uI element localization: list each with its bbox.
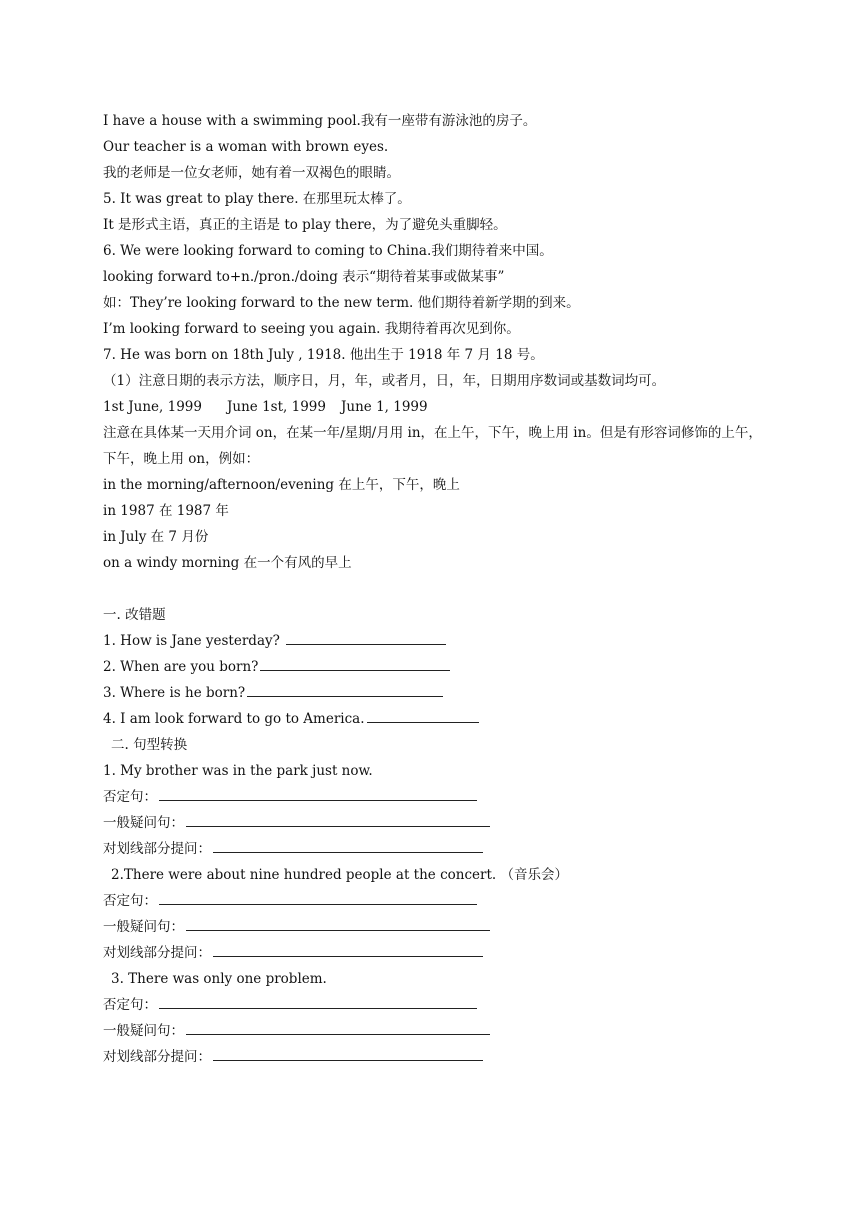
negative-label: 否定句： [103, 893, 157, 909]
exercise-sentence: 3. There was only one problem. [111, 971, 327, 987]
exercise-item [103, 706, 763, 732]
exercise-sentence: 2.There were about nine hundred people at the concert. （音乐会） [111, 867, 568, 883]
document-content [103, 108, 763, 1070]
negative-row [103, 888, 763, 914]
exercise-text: 1. How is Jane yesterday? [103, 633, 285, 649]
exercise-text: 2. When are you born? [103, 659, 259, 675]
answer-blank[interactable] [367, 706, 479, 723]
question-row [103, 1018, 763, 1044]
negative-row [103, 784, 763, 810]
question-label: 一般疑问句： [103, 1023, 184, 1039]
answer-blank[interactable] [213, 940, 483, 957]
date-example: June 1, 1999 [341, 399, 428, 415]
answer-blank[interactable] [186, 914, 490, 931]
note-line: 如：They’re looking forward to the new term. 他们期待着新学期的到来。 [103, 295, 580, 311]
note-line: （1）注意日期的表示方法，顺序日，月，年，或者月，日，年，日期用序数词或基数词均可。 [103, 373, 666, 389]
underline-question-label: 对划线部分提问： [103, 945, 211, 961]
answer-blank[interactable] [159, 784, 477, 801]
date-examples-line [103, 394, 763, 420]
answer-blank[interactable] [247, 680, 443, 697]
note-line: in the morning/afternoon/evening 在上午，下午，晚上 [103, 477, 460, 493]
underline-question-label: 对划线部分提问： [103, 841, 211, 857]
underline-question-label: 对划线部分提问： [103, 1049, 211, 1065]
question-label: 一般疑问句： [103, 919, 184, 935]
question-row [103, 810, 763, 836]
answer-blank[interactable] [186, 810, 490, 827]
underline-question-row [103, 1044, 763, 1070]
note-line: 注意在具体某一天用介词 on，在某一年/星期/月用 in，在上午，下午，晚上用 in。但是有形容词修饰的上午，下午，晚上用 on，例如： [103, 425, 762, 467]
spacer [103, 576, 763, 602]
exercise-item [103, 654, 763, 680]
note-line: in 1987 在 1987 年 [103, 503, 229, 519]
negative-label: 否定句： [103, 997, 157, 1013]
answer-blank[interactable] [186, 1018, 490, 1035]
note-line: 我的老师是一位女老师，她有着一双褐色的眼睛。 [103, 165, 400, 181]
question-label: 一般疑问句： [103, 815, 184, 831]
exercise-sentence: 1. My brother was in the park just now. [103, 763, 373, 779]
answer-blank[interactable] [213, 1044, 483, 1061]
note-line: 7. He was born on 18th July , 1918. 他出生于 1918 年 7 月 18 号。 [103, 347, 544, 363]
date-example: 1st June, 1999 [103, 399, 202, 415]
note-line: Our teacher is a woman with brown eyes. [103, 139, 389, 155]
exercise-item [103, 680, 763, 706]
note-line: on a windy morning 在一个有风的早上 [103, 555, 352, 571]
exercise-item [103, 628, 763, 654]
answer-blank[interactable] [213, 836, 483, 853]
exercise-text: 4. I am look forward to go to America. [103, 711, 365, 727]
note-line: looking forward to+n./pron./doing 表示“期待着某事或做某事” [103, 269, 505, 285]
exercise-text: 3. Where is he born? [103, 685, 246, 701]
negative-row [103, 992, 763, 1018]
underline-question-row [103, 836, 763, 862]
negative-label: 否定句： [103, 789, 157, 805]
note-line: 5. It was great to play there. 在那里玩太棒了。 [103, 191, 411, 207]
answer-blank[interactable] [159, 888, 477, 905]
section-title: 二. 句型转换 [111, 737, 188, 753]
note-line: in July 在 7 月份 [103, 529, 209, 545]
note-line: 6. We were looking forward to coming to China.我们期待着来中国。 [103, 243, 553, 259]
note-line: I have a house with a swimming pool.我有一座带有游泳池的房子。 [103, 113, 537, 129]
date-example: June 1st, 1999 [227, 399, 326, 415]
answer-blank[interactable] [286, 628, 446, 645]
note-line: It 是形式主语，真正的主语是 to play there，为了避免头重脚轻。 [103, 217, 507, 233]
answer-blank[interactable] [260, 654, 450, 671]
section-title: 一. 改错题 [103, 607, 166, 623]
underline-question-row [103, 940, 763, 966]
question-row [103, 914, 763, 940]
answer-blank[interactable] [159, 992, 477, 1009]
note-line: I’m looking forward to seeing you again. 我期待着再次见到你。 [103, 321, 520, 337]
